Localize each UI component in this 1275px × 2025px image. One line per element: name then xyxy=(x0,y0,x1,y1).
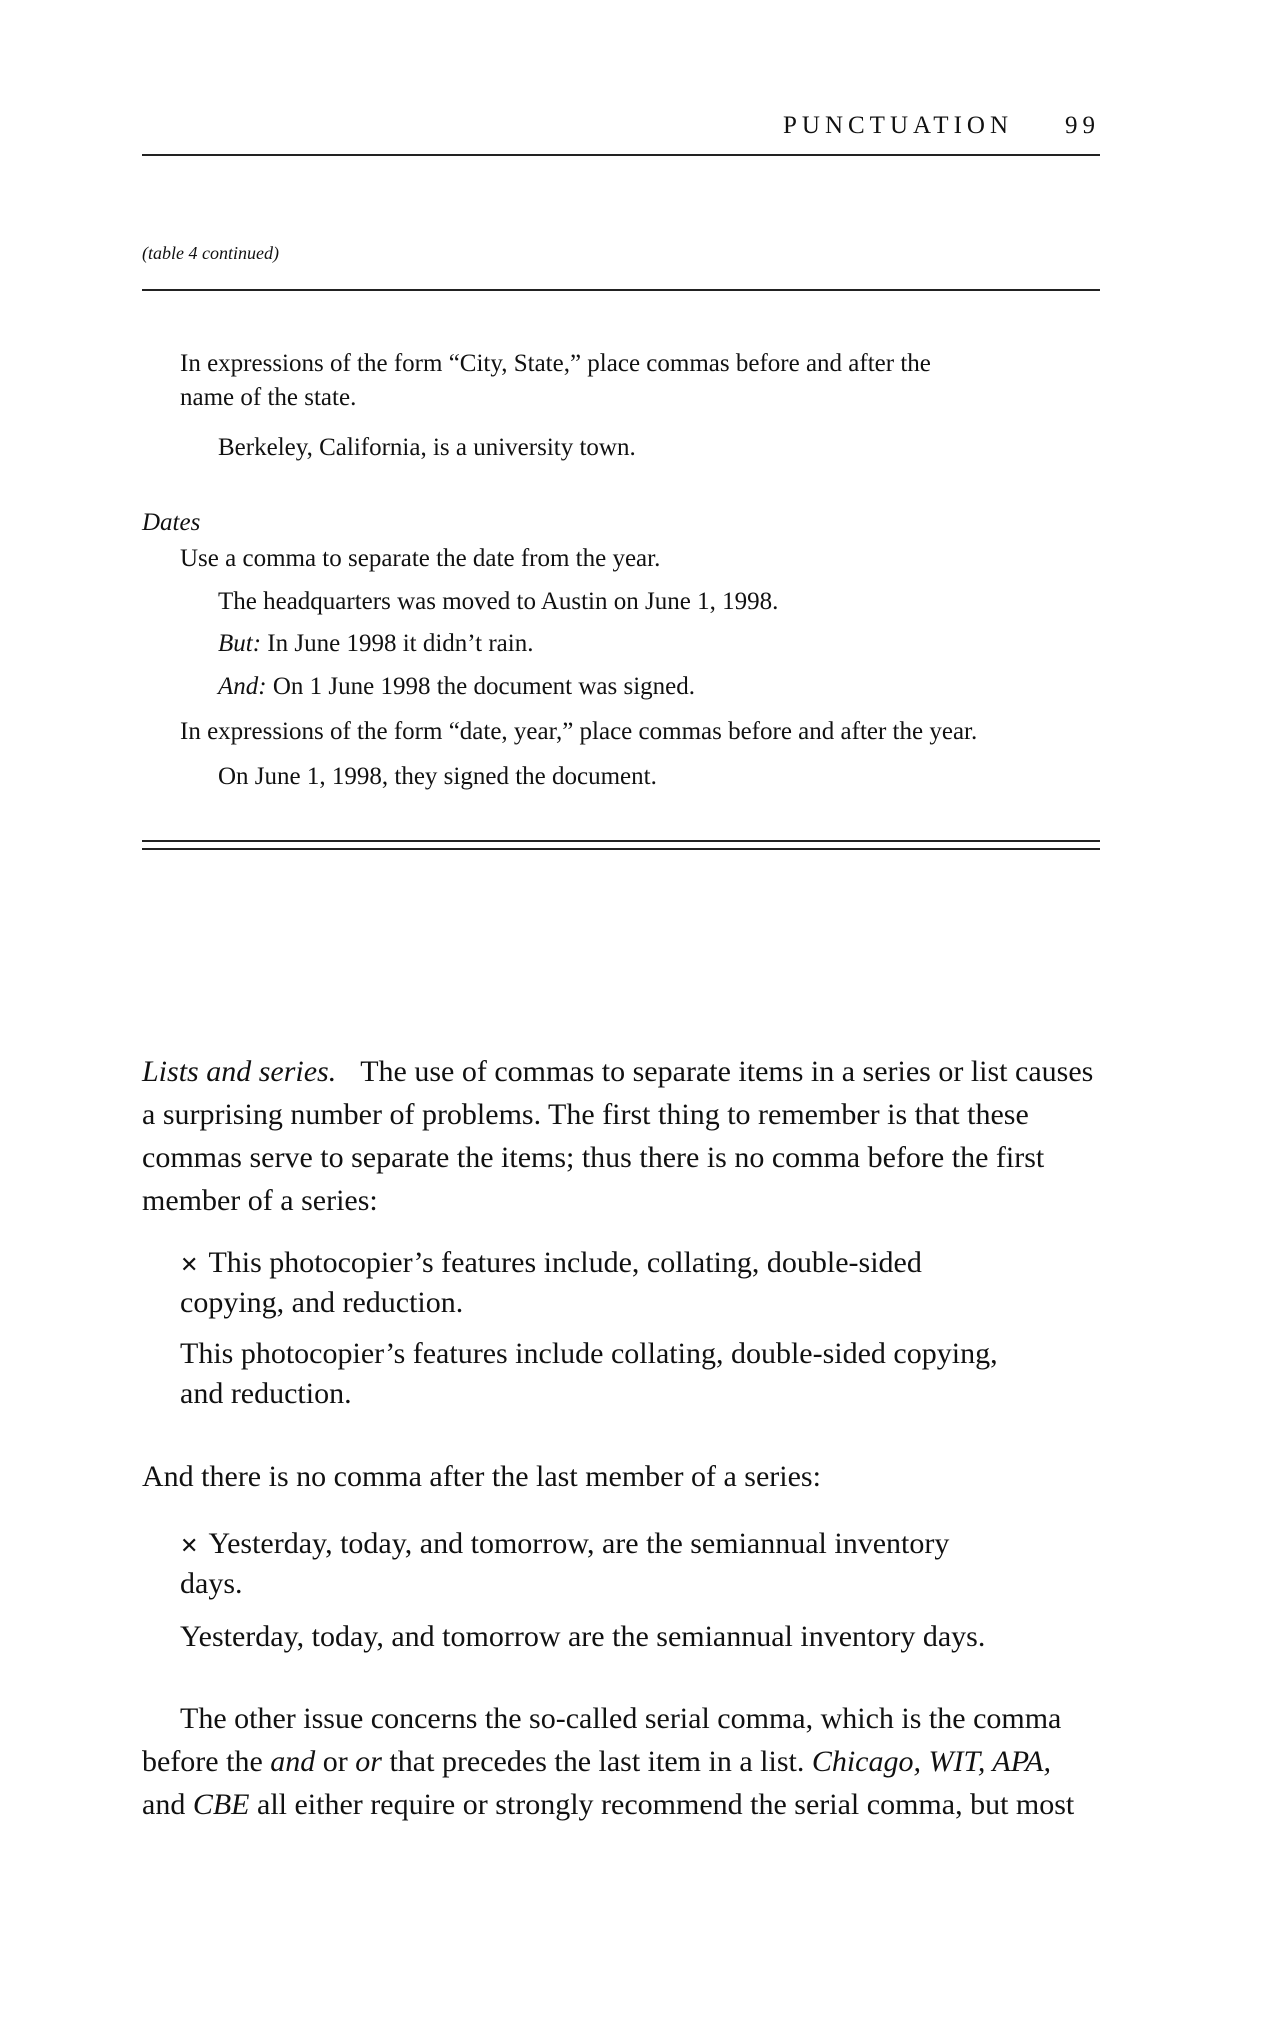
table-bottom-rule-double xyxy=(142,848,1100,850)
section-title: PUNCTUATION xyxy=(783,112,1013,139)
para1-lead: Lists and series. xyxy=(142,1055,337,1088)
example2-wrong-text: Yesterday, today, and tomorrow, are the semiannual inventory xyxy=(208,1527,950,1560)
para3-line2 xyxy=(142,1740,1051,1783)
table-top-rule xyxy=(142,289,1100,291)
para3-style-guides: Chicago, WIT, APA, xyxy=(811,1745,1051,1778)
and-label: And: xyxy=(218,673,267,700)
para2: And there is no comma after the last member of a series: xyxy=(142,1460,821,1493)
dates-and-example xyxy=(218,670,695,704)
para3-cbe: CBE xyxy=(192,1788,250,1821)
city-state-rule-line2: name of the state. xyxy=(180,384,357,411)
dates-example2: On June 1, 1998, they signed the document. xyxy=(218,763,657,790)
example1-wrong-line1 xyxy=(180,1241,922,1286)
table-bottom-rule xyxy=(142,840,1100,842)
but-label: But: xyxy=(218,630,262,657)
para1-line1-text: The use of commas to separate items in a series or list causes xyxy=(360,1055,1094,1088)
para3-and: and xyxy=(270,1745,316,1778)
city-state-rule-line1: In expressions of the form “City, State,” place commas before and after the xyxy=(180,350,931,377)
running-head-text xyxy=(783,112,1100,140)
para3-or: or xyxy=(355,1745,382,1778)
dates-but-example xyxy=(218,627,533,661)
example2-right: Yesterday, today, and tomorrow are the semiannual inventory days. xyxy=(180,1620,986,1653)
para1-line4: member of a series: xyxy=(142,1184,378,1217)
para3-line1: The other issue concerns the so-called serial comma, which is the comma xyxy=(180,1702,1062,1735)
example1-wrong-text: This photocopier’s features include, collating, double-sided xyxy=(208,1246,922,1279)
example2-wrong-line1 xyxy=(180,1522,949,1567)
para1-line3: commas serve to separate the items; thus there is no comma before the first xyxy=(142,1141,1045,1174)
para3-text-e: all either require or strongly recommend the serial comma, but most xyxy=(249,1788,1075,1821)
para1-line1 xyxy=(142,1050,1093,1093)
para3-text-a: before the xyxy=(142,1745,271,1778)
city-state-example: Berkeley, California, is a university town. xyxy=(218,434,636,461)
dates-heading: Dates xyxy=(142,509,201,536)
but-text: In June 1998 it didn’t rain. xyxy=(261,630,534,657)
and-text: On 1 June 1998 the document was signed. xyxy=(266,673,696,700)
wrong-mark-icon: ✕ xyxy=(180,1533,199,1558)
example1-right-line2: and reduction. xyxy=(180,1377,352,1410)
para3-text-c: that precedes the last item in a list. xyxy=(381,1745,812,1778)
para1-line2: a surprising number of problems. The first thing to remember is that these xyxy=(142,1098,1029,1131)
wrong-mark-icon: ✕ xyxy=(180,1252,199,1277)
example1-right-line1: This photocopier’s features include collating, double-sided copying, xyxy=(180,1337,998,1370)
para3-text-d: and xyxy=(142,1788,193,1821)
dates-example1: The headquarters was moved to Austin on June 1, 1998. xyxy=(218,588,779,615)
dates-rule2: In expressions of the form “date, year,” place commas before and after the year. xyxy=(180,718,978,745)
example1-wrong-line2: copying, and reduction. xyxy=(180,1286,464,1319)
table-continued-caption: (table 4 continued) xyxy=(142,243,279,263)
dates-rule1: Use a comma to separate the date from the year. xyxy=(180,545,661,572)
para3-line3 xyxy=(142,1783,1074,1826)
page-number: 99 xyxy=(1065,112,1100,139)
para3-text-b: or xyxy=(315,1745,356,1778)
example2-wrong-line2: days. xyxy=(180,1567,243,1600)
running-header xyxy=(142,108,1100,156)
